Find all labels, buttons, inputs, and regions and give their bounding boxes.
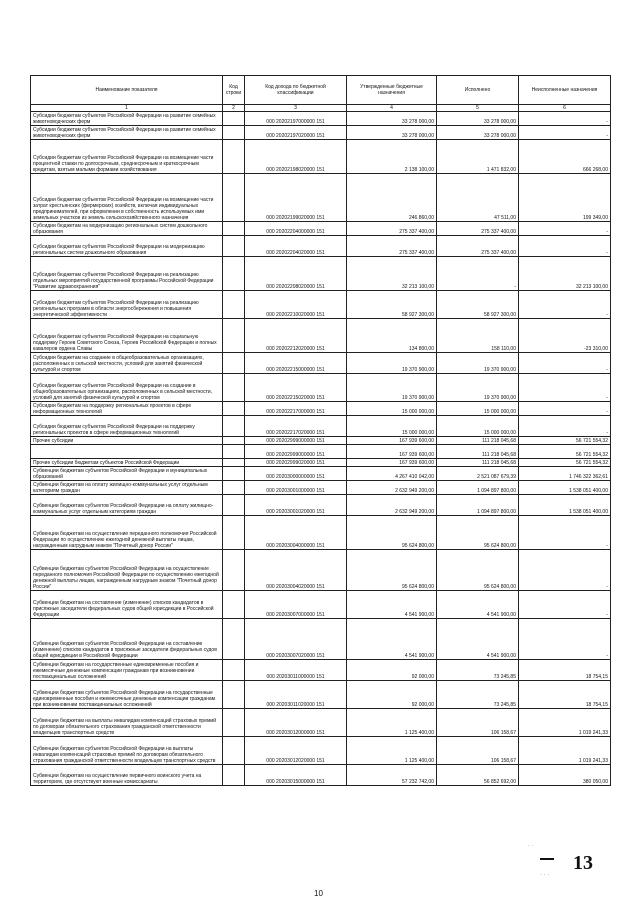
row-name: Субвенции бюджетам на государственные единовременные пособия и ежемесячные денежные компенсации гражданам при возникновении поствакцинальных осложнений (31, 660, 223, 681)
row-approved: 32 213 100,00 (347, 257, 437, 291)
table-row (31, 140, 611, 174)
row-line-code (223, 550, 245, 591)
row-approved: 33 278 000,00 (347, 126, 437, 140)
row-executed: 95 624 800,00 (437, 516, 519, 550)
row-executed: 275 337 400,00 (437, 222, 519, 236)
table-row (31, 402, 611, 416)
row-executed: 1 471 832,00 (437, 140, 519, 174)
row-name: Субвенции бюджетам на выплаты инвалидам компенсаций страховых премий по договорам обязательного страхования гражданской ответственности владельцев транспортных средств (31, 709, 223, 737)
row-remaining: 1 019 241,33 (519, 737, 611, 765)
table-row (31, 126, 611, 140)
row-line-code (223, 516, 245, 550)
row-income-code: 000 20202215000000 151 (245, 353, 347, 374)
table-row (31, 437, 611, 445)
row-name: Прочие субсидии бюджетам субъектов Российской Федерации (31, 459, 223, 467)
row-remaining: - (519, 374, 611, 402)
row-income-code: 000 20202999000000 151 (245, 437, 347, 445)
row-name: Субсидии бюджетам субъектов Российской Федерации на модернизацию региональных систем дошкольного образования (31, 236, 223, 257)
row-remaining: - (519, 236, 611, 257)
row-line-code (223, 374, 245, 402)
row-name: Субвенции бюджетам субъектов Российской Федерации на осуществление переданного полномочия Российской Федерации по осуществлению ежегодной денежной выплаты лицам, награжденным нагрудным знаком "Почетный донор России" (31, 550, 223, 591)
column-number: 3 (245, 105, 347, 112)
row-line-code (223, 619, 245, 660)
row-executed: 1 094 897 800,00 (437, 495, 519, 516)
row-income-code: 000 20202199020000 151 (245, 174, 347, 222)
table-row (31, 660, 611, 681)
table-row (31, 459, 611, 467)
row-remaining: - (519, 591, 611, 619)
row-executed: 275 337 400,00 (437, 236, 519, 257)
row-income-code: 000 20203004020000 151 (245, 550, 347, 591)
table-row (31, 222, 611, 236)
row-approved: 4 541 900,00 (347, 619, 437, 660)
row-executed: 33 278 000,00 (437, 126, 519, 140)
corner-page-number: 13 (573, 852, 593, 874)
header-income-code: Код дохода по бюджетной классификации (245, 76, 347, 105)
row-line-code (223, 140, 245, 174)
page-number: 10 (314, 889, 323, 898)
row-income-code: 000 20203001000000 151 (245, 481, 347, 495)
row-approved: 92 000,00 (347, 681, 437, 709)
row-line-code (223, 709, 245, 737)
row-executed: 19 370 900,00 (437, 353, 519, 374)
row-remaining: - (519, 353, 611, 374)
row-executed: 4 541 900,00 (437, 591, 519, 619)
row-name: Субвенции бюджетам на осуществление переданного полномочия Российской Федерации по осуществлению ежегодной денежной выплаты лицам, награжденным нагрудным знаком "Почетный донор России" (31, 516, 223, 550)
row-executed: 111 218 045,68 (437, 437, 519, 445)
row-income-code: 000 20202212020000 151 (245, 319, 347, 353)
row-remaining: 199 349,00 (519, 174, 611, 222)
row-approved: 246 860,00 (347, 174, 437, 222)
row-executed: 56 852 692,00 (437, 765, 519, 786)
table-row (31, 516, 611, 550)
row-approved: 134 800,00 (347, 319, 437, 353)
row-income-code: 000 20202198020000 151 (245, 140, 347, 174)
row-income-code: 000 20202217000000 151 (245, 402, 347, 416)
row-approved: 167 939 600,00 (347, 445, 437, 459)
row-name: Субсидии бюджетам субъектов Российской Федерации на социальную поддержку Героев Советского Союза, Героев Российской Федерации и полных кавалеров ордена Славы (31, 319, 223, 353)
row-line-code (223, 257, 245, 291)
row-income-code: 000 20202999000000 151 (245, 445, 347, 459)
row-line-code (223, 291, 245, 319)
row-executed: 106 158,67 (437, 709, 519, 737)
row-remaining: - (519, 126, 611, 140)
row-income-code: 000 20202999020000 151 (245, 459, 347, 467)
row-approved: 2 632 949 200,00 (347, 495, 437, 516)
row-income-code: 000 20203001020000 151 (245, 495, 347, 516)
column-number: 2 (223, 105, 245, 112)
table-row (31, 737, 611, 765)
table-row (31, 353, 611, 374)
row-name: Субсидии бюджетам субъектов Российской Федерации на возмещение части процентной ставки по долгосрочным, среднесрочным и краткосрочным кредитам, взятым малыми формами хозяйствования (31, 140, 223, 174)
table-row (31, 709, 611, 737)
row-approved: 95 624 800,00 (347, 516, 437, 550)
row-approved: 167 939 600,00 (347, 459, 437, 467)
row-income-code: 000 20203011020000 151 (245, 681, 347, 709)
row-income-code: 000 20203000000000 151 (245, 467, 347, 481)
row-income-code: 000 20202197000000 151 (245, 112, 347, 126)
table-row (31, 445, 611, 459)
row-remaining: 32 213 100,00 (519, 257, 611, 291)
row-name: Субсидии бюджетам субъектов Российской Федерации на возмещение части затрат крестьянских (фермерских) хозяйств, включая индивидуальных предпринимателей, при оформлении в собственность используемых ими земельных участков из земель сельскохозяйственного назначения (31, 174, 223, 222)
row-line-code (223, 416, 245, 437)
table-body (31, 112, 611, 786)
row-name: Субвенции бюджетам на оплату жилищно-коммунальных услуг отдельным категориям граждан (31, 481, 223, 495)
column-number: 4 (347, 105, 437, 112)
row-executed: 15 000 000,00 (437, 416, 519, 437)
table-row (31, 374, 611, 402)
row-approved: 19 370 900,00 (347, 374, 437, 402)
row-remaining: 1 019 241,33 (519, 709, 611, 737)
scan-mark: · · · (540, 872, 550, 878)
column-number: 6 (519, 105, 611, 112)
row-approved: 33 278 000,00 (347, 112, 437, 126)
row-name: Субсидии бюджетам субъектов Российской Федерации на создание в общеобразовательных организациях, расположенных в сельской местности, условий для занятий физической культурой и спортом (31, 374, 223, 402)
row-executed: 106 158,67 (437, 737, 519, 765)
row-income-code: 000 20203012000000 151 (245, 709, 347, 737)
row-name: Субвенции бюджетам на осуществление первичного воинского учета на территориях, где отсутствуют военные комиссариаты (31, 765, 223, 786)
row-executed: 73 245,85 (437, 660, 519, 681)
row-name: Субсидии бюджетам субъектов Российской Федерации на развитие семейных животноводческих ферм (31, 126, 223, 140)
row-name: Субсидии бюджетам субъектов Российской Федерации на поддержку региональных проектов в сфере информационных технологий (31, 416, 223, 437)
row-approved: 167 939 600,00 (347, 437, 437, 445)
table-row (31, 495, 611, 516)
header-executed: Исполнено (437, 76, 519, 105)
row-executed: 58 927 300,00 (437, 291, 519, 319)
row-name: Субсидии бюджетам на модернизацию региональных систем дошкольного образования (31, 222, 223, 236)
row-name: Прочие субсидии (31, 437, 223, 445)
row-approved: 95 624 800,00 (347, 550, 437, 591)
budget-execution-table (30, 75, 611, 786)
row-name: Субвенции бюджетам субъектов Российской Федерации и муниципальных образований (31, 467, 223, 481)
row-name: Субвенции бюджетам на составление (изменение) списков кандидатов в присяжные заседатели федеральных судов общей юрисдикции в Российской Федерации (31, 591, 223, 619)
table-row (31, 174, 611, 222)
header-not-executed: Неисполненные назначения (519, 76, 611, 105)
column-number: 5 (437, 105, 519, 112)
row-line-code (223, 681, 245, 709)
row-line-code (223, 591, 245, 619)
row-line-code (223, 174, 245, 222)
table-row (31, 291, 611, 319)
row-income-code: 000 20202215020000 151 (245, 374, 347, 402)
row-remaining: - (519, 550, 611, 591)
row-executed: - (437, 257, 519, 291)
row-approved: 2 138 100,00 (347, 140, 437, 174)
table-row (31, 257, 611, 291)
row-executed: 111 218 045,68 (437, 459, 519, 467)
row-name (31, 445, 223, 459)
row-executed: 33 278 000,00 (437, 112, 519, 126)
row-approved: 1 125 400,00 (347, 737, 437, 765)
row-remaining: - (519, 291, 611, 319)
row-income-code: 000 20203011000000 151 (245, 660, 347, 681)
row-executed: 15 000 000,00 (437, 402, 519, 416)
row-line-code (223, 222, 245, 236)
row-name: Субсидии бюджетам на создание в общеобразовательных организациях, расположенных в сельской местности, условий для занятий физической культурой и спортом (31, 353, 223, 374)
row-line-code (223, 445, 245, 459)
header-approved: Утвержденные бюджетные назначения (347, 76, 437, 105)
header-name: Наименование показателя (31, 76, 223, 105)
row-executed: 1 094 897 800,00 (437, 481, 519, 495)
row-line-code (223, 353, 245, 374)
row-income-code: 000 20203015000000 151 (245, 765, 347, 786)
row-executed: 4 541 900,00 (437, 619, 519, 660)
row-remaining: - (519, 222, 611, 236)
row-approved: 4 541 900,00 (347, 591, 437, 619)
row-approved: 1 125 400,00 (347, 709, 437, 737)
row-executed: 95 624 800,00 (437, 550, 519, 591)
row-income-code: 000 20202204000000 151 (245, 222, 347, 236)
row-remaining: - (519, 416, 611, 437)
row-executed: 47 511,00 (437, 174, 519, 222)
row-name: Субсидии бюджетам на поддержку региональных проектов в сфере информационных технологий (31, 402, 223, 416)
table-header-row (31, 76, 611, 105)
table-row (31, 112, 611, 126)
row-line-code (223, 481, 245, 495)
row-line-code (223, 402, 245, 416)
row-remaining: 56 721 554,32 (519, 459, 611, 467)
row-remaining: 1 538 051 400,00 (519, 481, 611, 495)
scan-mark: · · (528, 843, 534, 849)
row-line-code (223, 495, 245, 516)
row-income-code: 000 20203007020000 151 (245, 619, 347, 660)
column-number: 1 (31, 105, 223, 112)
row-remaining: - (519, 112, 611, 126)
row-remaining: 380 050,00 (519, 765, 611, 786)
row-line-code (223, 467, 245, 481)
row-executed: 158 110,00 (437, 319, 519, 353)
row-name: Субсидии бюджетам субъектов Российской Федерации на реализацию отдельных мероприятий государственной программы Российской Федерации "Развитие здравоохранения" (31, 257, 223, 291)
row-remaining: 56 721 554,32 (519, 445, 611, 459)
row-remaining: - (519, 619, 611, 660)
table-row (31, 416, 611, 437)
table-row (31, 550, 611, 591)
row-name: Субсидии бюджетам субъектов Российской Федерации на реализацию региональных программ в области энергосбережения и повышения энергетической эффективности (31, 291, 223, 319)
row-income-code: 000 20202197020000 151 (245, 126, 347, 140)
row-income-code: 000 20202217020000 151 (245, 416, 347, 437)
row-name: Субвенции бюджетам субъектов Российской Федерации на государственные единовременные пособия и ежемесячные денежные компенсации гражданам при возникновении поствакцинальных осложнений (31, 681, 223, 709)
row-approved: 15 000 000,00 (347, 402, 437, 416)
row-income-code: 000 20203004000000 151 (245, 516, 347, 550)
row-remaining: - (519, 402, 611, 416)
row-income-code: 000 20203012020000 151 (245, 737, 347, 765)
row-line-code (223, 459, 245, 467)
table-row (31, 681, 611, 709)
row-approved: 275 337 400,00 (347, 222, 437, 236)
table-row (31, 619, 611, 660)
row-remaining: 1 746 322 362,61 (519, 467, 611, 481)
row-line-code (223, 437, 245, 445)
row-executed: 73 245,85 (437, 681, 519, 709)
row-line-code (223, 236, 245, 257)
table-row (31, 236, 611, 257)
row-income-code: 000 20202208020000 151 (245, 257, 347, 291)
corner-dash (540, 858, 554, 860)
row-line-code (223, 112, 245, 126)
row-approved: 57 232 742,00 (347, 765, 437, 786)
table-row (31, 765, 611, 786)
row-executed: 111 218 045,68 (437, 445, 519, 459)
row-approved: 15 000 000,00 (347, 416, 437, 437)
row-name: Субвенции бюджетам субъектов Российской Федерации на оплату жилищно-коммунальных услуг отдельным категориям граждан (31, 495, 223, 516)
row-approved: 4 267 410 042,00 (347, 467, 437, 481)
row-line-code (223, 660, 245, 681)
row-approved: 275 337 400,00 (347, 236, 437, 257)
row-line-code (223, 765, 245, 786)
row-approved: 19 370 900,00 (347, 353, 437, 374)
table-row (31, 467, 611, 481)
row-approved: 92 000,00 (347, 660, 437, 681)
row-executed: 2 521 087 679,39 (437, 467, 519, 481)
row-remaining: -23 310,00 (519, 319, 611, 353)
row-remaining: 56 721 554,32 (519, 437, 611, 445)
row-remaining: 1 538 051 400,00 (519, 495, 611, 516)
row-line-code (223, 126, 245, 140)
row-approved: 58 927 300,00 (347, 291, 437, 319)
row-name: Субвенции бюджетам субъектов Российской Федерации на составление (изменение) списков кандидатов в присяжные заседатели федеральных судов общей юрисдикции в Российской Федерации (31, 619, 223, 660)
row-remaining: - (519, 516, 611, 550)
row-name: Субвенции бюджетам субъектов Российской Федерации на выплаты инвалидам компенсаций страховых премий по договорам обязательного страхования гражданской ответственности владельцев транспортных средств (31, 737, 223, 765)
row-remaining: 666 268,00 (519, 140, 611, 174)
row-executed: 19 370 900,00 (437, 374, 519, 402)
row-income-code: 000 20203007000000 151 (245, 591, 347, 619)
column-number-row (31, 105, 611, 112)
table-row (31, 319, 611, 353)
row-name: Субсидии бюджетам субъектов Российской Федерации на развитие семейных животноводческих ферм (31, 112, 223, 126)
row-income-code: 000 20202204020000 151 (245, 236, 347, 257)
header-line-code: Код строки (223, 76, 245, 105)
row-line-code (223, 319, 245, 353)
row-remaining: 18 754,15 (519, 681, 611, 709)
table-row (31, 591, 611, 619)
row-remaining: 18 754,15 (519, 660, 611, 681)
row-income-code: 000 20202210020000 151 (245, 291, 347, 319)
table-row (31, 481, 611, 495)
row-approved: 2 632 949 200,00 (347, 481, 437, 495)
row-line-code (223, 737, 245, 765)
